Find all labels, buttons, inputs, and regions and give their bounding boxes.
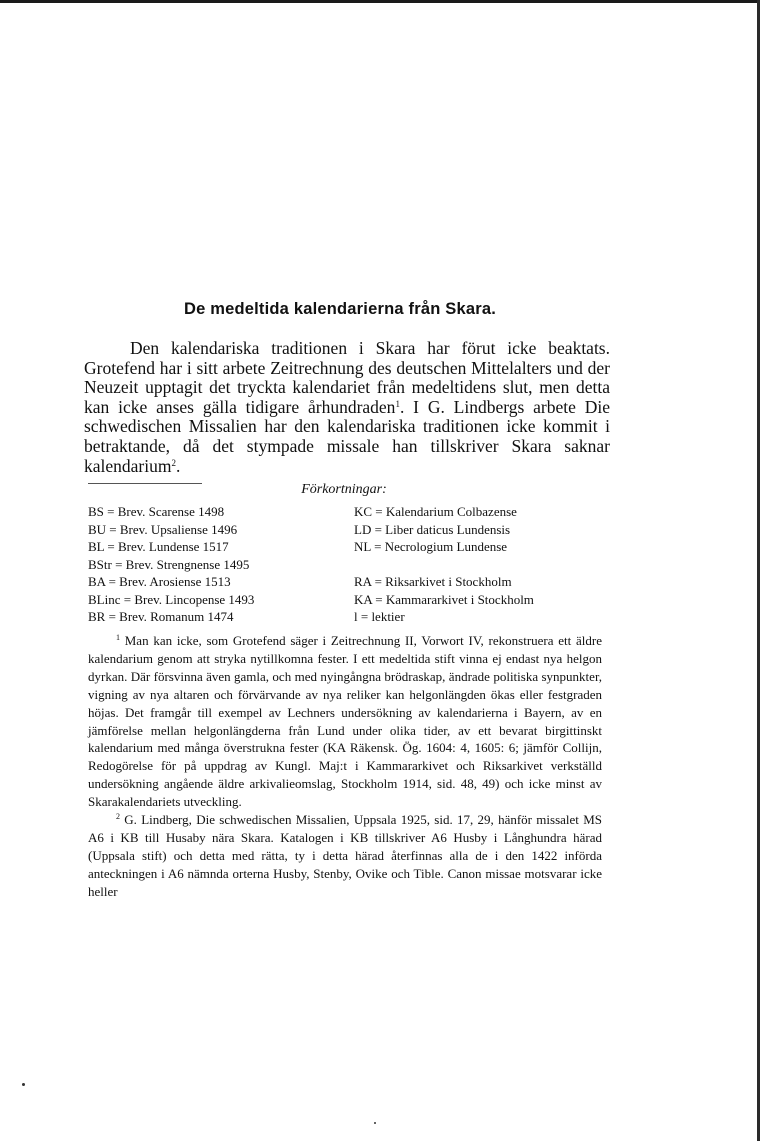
abbreviation-entry: BR = Brev. Romanum 1474 [88,609,234,624]
abbreviation-entry: l = lektier [354,609,405,624]
intro-paragraph [84,339,610,476]
intro-text-3: . [175,455,181,476]
abbreviation-entry: LD = Liber daticus Lundensis [354,521,511,537]
footnote-text: Man kan icke, som Grotefend säger i Zeitrechnung II, Vorwort IV, rekonstruera ett äldre kalendarium genom att stryka nytillkomna fester. I ett medeltida stift vinna ej endast nya helgon dyrkan. Där försvinna även gamla, och med nyingångna brödraskap, ändrade politiska synpunkter, vigning av nya altaren och förvärvande av nya reliker kan helgonlängden ökas eller festgraden höjas. Det framgår till exempel av Lechners undersökning av kalendarierna i Bayern, av en jämförelse mellan helgonlängderna från Lund under olika tider, av ett bevarat birgittinskt kalendarium med många överstrukna fester (KA Räkensk. Ög. 1604: 4, 1605: 6; jämför Collijn, Redogörelse för på uppdrag av Kungl. Maj:t i Kammararkivet och Riksarkivet verkställd undersökning angående äldre arkivalieomslag, Stockholm 1914, sid. 48, 49) och icke minst av Skarakalendariets utveckling. [88,633,602,810]
abbreviation-entry: BL = Brev. Lundense 1517 [88,539,229,554]
footnote-2 [88,811,602,901]
abbreviation-entry: BA = Brev. Arosiense 1513 [88,574,231,589]
abbreviation-entry-empty [354,556,534,574]
scan-edge-top [0,0,760,3]
abbreviation-entry: BS = Brev. Scarense 1498 [88,504,225,519]
page-title: De medeltida kalendarierna från Skara. [183,300,497,318]
abbreviation-entry: KA = Kammararkivet i Stockholm [354,591,534,607]
intro-text: Den kalendariska traditionen i Skara har förut icke beaktats. Grotefend har i sitt arbete Zeitrechnung des deutschen Mittelalters und der Neuzeit upptagit det tryckta kalendariet från medeltidens slut, men detta kan icke anses gälla tidigare århundraden [84,338,610,417]
intro-text-2: . I G. Lindbergs arbete Die schwedischen Missalien har den kalendariska traditionen icke kommit i betraktande, då det stympade missale han tillskriver Skara saknar kalendarium [84,396,610,476]
footnote-ref-1: 1 [395,398,400,409]
abbreviation-entry: KC = Kalendarium Colbazense [354,504,517,519]
footnote-text: G. Lindberg, Die schwedischen Missalien, Uppsala 1925, sid. 17, 29, hänför missalet MS A6 i KB till Husaby nära Skara. Katalogen i KB tillskriver A6 Husby i Långhundra härad (Uppsala stift) och detta med rätta, ty i detta härad återfinnas alla de i den 1422 införda anteckningen i A6 nämnda orterna Husby, Stenby, Ovike och Tible. Canon missae motsvarar icke heller [88,812,602,899]
abbreviation-entry: NL = Necrologium Lundense [354,539,508,554]
abbreviation-entry: BStr = Brev. Strengnense 1495 [88,556,250,572]
scan-speck [374,1122,376,1124]
scan-speck [22,1083,25,1086]
abbreviation-entry: RA = Riksarkivet i Stockholm [354,574,512,589]
footnote-ref-2: 2 [171,457,176,468]
footnotes [88,632,602,901]
abbreviations-heading: Förkortningar: [301,482,387,497]
footnote-1 [88,632,602,811]
abbreviation-entry: BLinc = Brev. Lincopense 1493 [88,591,255,607]
abbreviations-right-column [354,503,534,626]
abbreviation-entry: BU = Brev. Upsaliense 1496 [88,521,238,537]
footnote-marker: 2 [116,812,120,822]
abbreviations-left-column [88,503,254,626]
footnote-marker: 1 [116,633,120,642]
